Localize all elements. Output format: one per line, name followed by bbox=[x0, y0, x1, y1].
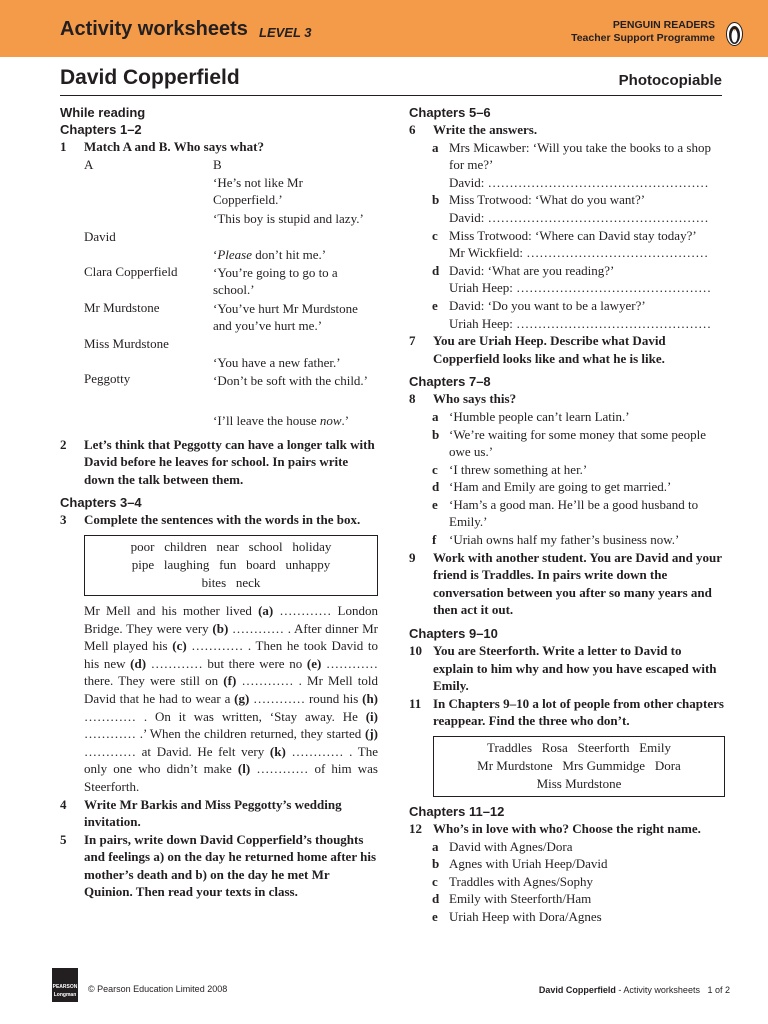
question-number: 1 bbox=[60, 139, 67, 154]
question-2 bbox=[60, 436, 378, 489]
photocopiable-label: Photocopiable bbox=[618, 72, 722, 89]
list-item bbox=[409, 838, 725, 856]
item-text: Mrs Micawber: ‘Will you take the books to a shop for me?’ bbox=[449, 139, 711, 173]
gap-label: (j) bbox=[365, 726, 378, 742]
list-item bbox=[409, 496, 725, 531]
word-box-line: bites neck bbox=[201, 574, 261, 590]
item-letter: c bbox=[432, 227, 438, 243]
item-letter: e bbox=[432, 908, 438, 924]
gap-label: (a) bbox=[258, 602, 274, 618]
chapter-heading: Chapters 5–6 bbox=[409, 105, 491, 120]
question-number: 9 bbox=[409, 549, 416, 565]
question-text: In pairs, write down David Copperfield’s thoughts and feelings a) on the day he returned home after his mother’s death and b) on the day he met Mr Quinion. Then read your texts in class. bbox=[84, 831, 377, 900]
question-number: 3 bbox=[60, 512, 67, 528]
gap-fill-passage bbox=[60, 602, 378, 796]
list-item bbox=[409, 855, 725, 873]
question-text: You are Steerforth. Write a letter to David to explain to him why and how you have escaped with Emily. bbox=[433, 643, 717, 694]
programme-name: Teacher Support Programme bbox=[571, 32, 715, 44]
question-12 bbox=[409, 820, 725, 838]
book-title: David Copperfield bbox=[60, 66, 240, 89]
worksheet-title: Activity worksheets bbox=[60, 18, 248, 40]
gap-label: (f) bbox=[223, 673, 237, 689]
item-letter: d bbox=[432, 479, 440, 495]
passage-text: ………… round his bbox=[249, 690, 363, 706]
quote: ‘Please don’t hit me.’ bbox=[213, 246, 327, 262]
logo-text-bottom: Longman bbox=[53, 992, 77, 998]
item-text: Agnes with Uriah Heep/David bbox=[449, 856, 608, 872]
question-text: You are Uriah Heep. Describe what David Copperfield looks like and what he is like. bbox=[433, 333, 666, 366]
list-item bbox=[409, 461, 725, 479]
series-name: PENGUIN READERS bbox=[612, 19, 715, 31]
names-box-line: Mr Murdstone Mrs Gummidge Dora bbox=[477, 758, 681, 773]
list-item bbox=[409, 139, 725, 174]
chapter-heading: Chapters 7–8 bbox=[409, 374, 491, 390]
answer-line: Uriah Heep: ……………………………………… bbox=[449, 280, 712, 296]
footer-suffix: - Activity worksheets bbox=[615, 985, 700, 995]
word-box-line: poor children near school holiday bbox=[130, 538, 332, 554]
item-text: David with Agnes/Dora bbox=[449, 838, 573, 854]
gap-label: (b) bbox=[212, 620, 229, 636]
question-number: 2 bbox=[60, 436, 67, 452]
quote: ‘You’re going to go to a school.’ bbox=[213, 264, 338, 298]
item-text: Miss Trotwood: ‘What do you want?’ bbox=[449, 192, 646, 208]
left-column bbox=[60, 104, 378, 901]
item-text: ‘I threw something at her.’ bbox=[449, 461, 588, 477]
quote: ‘You’ve hurt Mr Murdstone and you’ve hurt me.’ bbox=[213, 300, 358, 334]
list-item bbox=[409, 408, 725, 426]
series-info bbox=[571, 19, 715, 45]
item-letter: c bbox=[432, 461, 438, 477]
question-number: 8 bbox=[409, 391, 416, 407]
item-text: David: ‘What are you reading?’ bbox=[449, 262, 615, 278]
names-box-line: Traddles Rosa Steerforth Emily bbox=[486, 740, 672, 755]
character-name: Miss Murdstone bbox=[84, 335, 169, 351]
right-column bbox=[409, 104, 725, 926]
passage-text: ………… . On it was written, ‘Stay away. He bbox=[84, 708, 366, 724]
item-text: David: ‘Do you want to be a lawyer?’ bbox=[449, 297, 646, 313]
question-number: 4 bbox=[60, 796, 67, 812]
list-item bbox=[409, 262, 725, 280]
item-text: ‘Ham’s a good man. He’ll be a good husband to Emily.’ bbox=[449, 496, 699, 530]
list-item bbox=[409, 531, 725, 549]
quote: ‘This boy is stupid and lazy.’ bbox=[213, 210, 364, 226]
passage-text: ………… of him was Steerforth. bbox=[84, 761, 378, 794]
names-box bbox=[433, 736, 725, 797]
question-text: In Chapters 9–10 a lot of people from other chapters reappear. Find the three who don’t. bbox=[433, 695, 724, 729]
list-item bbox=[409, 478, 725, 496]
item-letter: a bbox=[432, 838, 439, 854]
item-letter: c bbox=[432, 873, 438, 889]
gap-label: (g) bbox=[234, 690, 250, 706]
gap-label: (i) bbox=[365, 708, 378, 724]
list-item bbox=[409, 227, 725, 245]
passage-text: ………… . After dinner Mr Mell played his bbox=[84, 620, 378, 654]
column-a-header: A bbox=[84, 156, 94, 172]
question-number: 11 bbox=[409, 695, 422, 711]
item-text: Traddles with Agnes/Sophy bbox=[449, 873, 593, 889]
question-text: Complete the sentences with the words in the box. bbox=[84, 512, 361, 528]
header-banner bbox=[0, 0, 768, 57]
passage-text: ………… .’ When the children returned, they started bbox=[84, 726, 365, 742]
item-letter: a bbox=[432, 408, 439, 424]
gap-label: (h) bbox=[362, 690, 379, 706]
question-8 bbox=[409, 390, 725, 408]
question-text: Let’s think that Peggotty can have a longer talk with David before he leaves for school. In pairs write down the talk between them. bbox=[84, 436, 375, 487]
passage-text: ………… . Then he took David to his new bbox=[84, 638, 378, 671]
quote: ‘Don’t be soft with the child.’ bbox=[213, 372, 369, 388]
quote: ‘I’ll leave the house now.’ bbox=[213, 412, 350, 428]
footer-book-title: David Copperfield bbox=[538, 985, 616, 995]
character-name: Peggotty bbox=[84, 370, 131, 386]
question-text: Write Mr Barkis and Miss Peggotty’s wedding invitation. bbox=[84, 796, 342, 830]
item-letter: b bbox=[432, 856, 440, 872]
list-item bbox=[409, 426, 725, 461]
character-name: David bbox=[84, 228, 116, 244]
chapter-heading: Chapters 9–10 bbox=[409, 626, 498, 642]
header-divider bbox=[60, 95, 722, 96]
item-text: ‘Ham and Emily are going to get married.’ bbox=[449, 479, 672, 495]
pearson-logo bbox=[52, 968, 78, 1002]
question-number: 10 bbox=[409, 643, 422, 659]
question-3 bbox=[60, 511, 378, 529]
section-heading: While reading bbox=[60, 105, 146, 120]
item-text: Emily with Steerforth/Ham bbox=[449, 891, 592, 907]
chapter-heading: Chapters 3–4 bbox=[60, 495, 142, 511]
gap-label: (d) bbox=[130, 655, 147, 671]
character-name: Clara Copperfield bbox=[84, 263, 178, 279]
question-11 bbox=[409, 695, 725, 730]
question-text: Work with another student. You are David and your friend is Traddles. In pairs write down the conversation between you after so many years and then act it out. bbox=[433, 549, 722, 618]
list-item bbox=[409, 297, 725, 315]
gap-label: (k) bbox=[269, 743, 286, 759]
character-name: Mr Murdstone bbox=[84, 299, 160, 315]
question-1 bbox=[60, 138, 378, 156]
quote: ‘He’s not like Mr Copperfield.’ bbox=[213, 174, 303, 208]
answer-line: David: …………………………………………… bbox=[449, 209, 709, 225]
answer-line: Mr Wickfield: …………………………………… bbox=[449, 245, 709, 261]
names-box-line: Miss Murdstone bbox=[536, 776, 622, 791]
level-label: LEVEL 3 bbox=[259, 25, 312, 40]
question-5 bbox=[60, 831, 378, 901]
item-letter: b bbox=[432, 192, 440, 208]
item-letter: b bbox=[432, 426, 440, 442]
question-text: Match A and B. Who says what? bbox=[84, 139, 264, 154]
gap-label: (l) bbox=[237, 761, 251, 777]
passage-text: Mr Mell and his mother lived bbox=[84, 602, 259, 618]
item-text: ‘Uriah owns half my father’s business now.’ bbox=[449, 532, 680, 548]
question-number: 6 bbox=[409, 122, 416, 137]
word-box bbox=[84, 535, 378, 596]
page-number: 1 of 2 bbox=[707, 985, 730, 995]
question-number: 12 bbox=[409, 821, 422, 836]
question-7 bbox=[409, 332, 725, 367]
item-letter: e bbox=[432, 297, 438, 313]
question-10 bbox=[409, 642, 725, 695]
item-letter: f bbox=[432, 532, 437, 548]
penguin-logo-icon bbox=[726, 22, 743, 46]
answer-line: David: …………………………………………… bbox=[449, 174, 709, 190]
item-letter: d bbox=[432, 891, 440, 907]
copyright-text: © Pearson Education Limited 2008 bbox=[88, 984, 228, 994]
logo-text-top: PEARSON bbox=[52, 984, 78, 990]
item-text: Uriah Heep with Dora/Agnes bbox=[449, 908, 602, 924]
item-text: Miss Trotwood: ‘Where can David stay today?’ bbox=[449, 227, 697, 243]
chapter-heading: Chapters 11–12 bbox=[409, 804, 505, 819]
question-text: Write the answers. bbox=[433, 122, 538, 137]
question-number: 7 bbox=[409, 333, 416, 349]
question-number: 5 bbox=[60, 831, 67, 847]
chapter-heading: Chapters 1–2 bbox=[60, 122, 142, 137]
gap-label: (e) bbox=[306, 655, 322, 671]
question-text: Who’s in love with who? Choose the right name. bbox=[433, 821, 701, 836]
passage-text: ………… London Bridge. They were very bbox=[84, 602, 378, 636]
answer-line: Uriah Heep: ……………………………………… bbox=[449, 315, 712, 331]
list-item bbox=[409, 191, 725, 209]
question-4 bbox=[60, 796, 378, 831]
list-item bbox=[409, 873, 725, 891]
question-9 bbox=[409, 549, 725, 619]
item-text: ‘We’re waiting for some money that some people owe us.’ bbox=[449, 426, 707, 460]
item-text: ‘Humble people can’t learn Latin.’ bbox=[449, 408, 630, 424]
question-text: Who says this? bbox=[433, 391, 517, 407]
question-6 bbox=[409, 121, 725, 139]
passage-text: ………… at David. He felt very bbox=[84, 743, 270, 759]
match-table bbox=[60, 156, 378, 436]
passage-text: ………… there. They were still on bbox=[84, 655, 378, 689]
page-footer bbox=[539, 985, 730, 995]
column-b-header: B bbox=[213, 156, 222, 172]
list-item bbox=[409, 908, 725, 926]
item-letter: e bbox=[432, 496, 438, 512]
item-letter: a bbox=[432, 139, 439, 155]
word-box-line: pipe laughing fun board unhappy bbox=[131, 556, 331, 572]
passage-text: ………… but there were no bbox=[146, 655, 307, 671]
passage-text: ………… . The only one who didn’t make bbox=[84, 743, 379, 777]
item-letter: d bbox=[432, 262, 440, 278]
list-item bbox=[409, 890, 725, 908]
gap-label: (c) bbox=[172, 638, 187, 654]
passage-text: ………… . Mr Mell told David that he had to wear a bbox=[84, 673, 378, 706]
quote: ‘You have a new father.’ bbox=[213, 354, 341, 370]
